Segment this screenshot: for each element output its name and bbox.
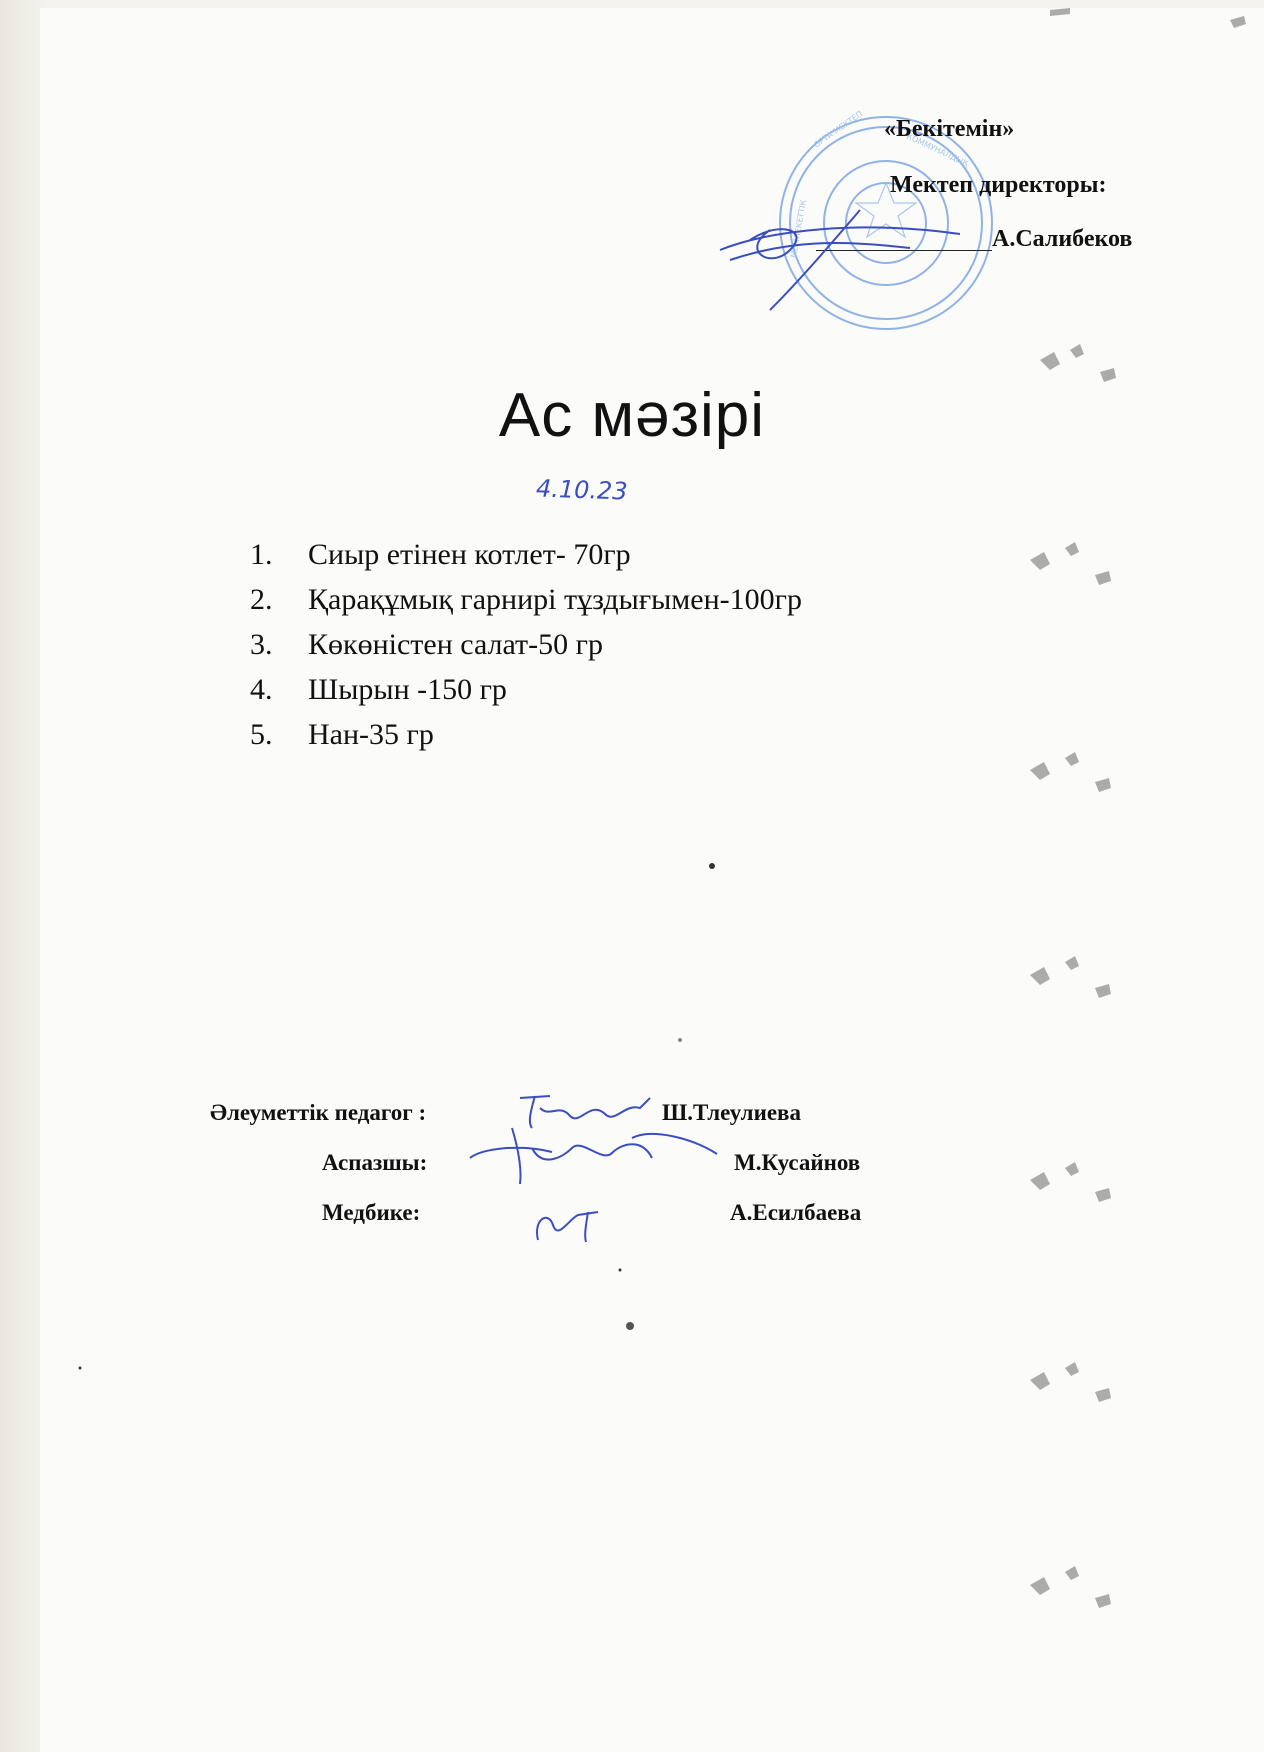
- approved-label: «Бекітемін»: [884, 116, 1015, 142]
- svg-text:МЕМЛЕКЕТТІК: МЕМЛЕКЕТТІК: [789, 199, 809, 259]
- svg-text:КОММУНАЛДЫҚ: КОММУНАЛДЫҚ: [905, 131, 970, 169]
- list-item-number: 5.: [250, 718, 273, 751]
- signer-role-nurse: Медбике:: [322, 1200, 421, 1225]
- list-item-text: Нан-35 гр: [308, 718, 434, 751]
- list-item: [250, 622, 802, 667]
- signer-role-social-pedagogue: Әлеуметтік педагог :: [210, 1100, 427, 1125]
- signer-name-nurse: А.Есилбаева: [730, 1200, 862, 1225]
- list-item: [250, 532, 802, 577]
- signers-block: [0, 1090, 1264, 1260]
- list-item-text: Шырын -150 гр: [308, 673, 507, 706]
- list-item: [250, 577, 802, 622]
- director-position: Мектеп директоры:: [890, 172, 1107, 198]
- signer-role-cook: Аспазшы:: [322, 1150, 428, 1175]
- handwritten-date: 4.10.23: [535, 474, 629, 506]
- approval-block: [0, 0, 1264, 330]
- signer-name-social-pedagogue: Ш.Тлеулиева: [662, 1100, 801, 1125]
- cook-signature: [462, 1118, 722, 1188]
- page-title: Ас мәзірі: [498, 381, 766, 450]
- svg-text:ОРТА МЕКТЕП: ОРТА МЕКТЕП: [811, 109, 865, 150]
- signer-name-cook: М.Кусайнов: [734, 1150, 861, 1175]
- director-name: А.Салибеков: [992, 226, 1133, 252]
- menu-list: [250, 532, 802, 757]
- nurse-signature: [528, 1200, 618, 1250]
- list-item-text: Сиыр етінен котлет- 70гр: [308, 538, 631, 571]
- list-item: [250, 712, 802, 757]
- list-item-text: Көкөністен салат-50 гр: [308, 628, 603, 661]
- list-item-number: 4.: [250, 673, 273, 706]
- list-item-number: 3.: [250, 628, 273, 661]
- list-item-text: Қарақұмық гарнирі тұздығымен-100гр: [308, 583, 802, 616]
- list-item-number: 2.: [250, 583, 273, 616]
- director-signature: [710, 190, 980, 320]
- list-item-number: 1.: [250, 538, 273, 571]
- list-item: [250, 667, 802, 712]
